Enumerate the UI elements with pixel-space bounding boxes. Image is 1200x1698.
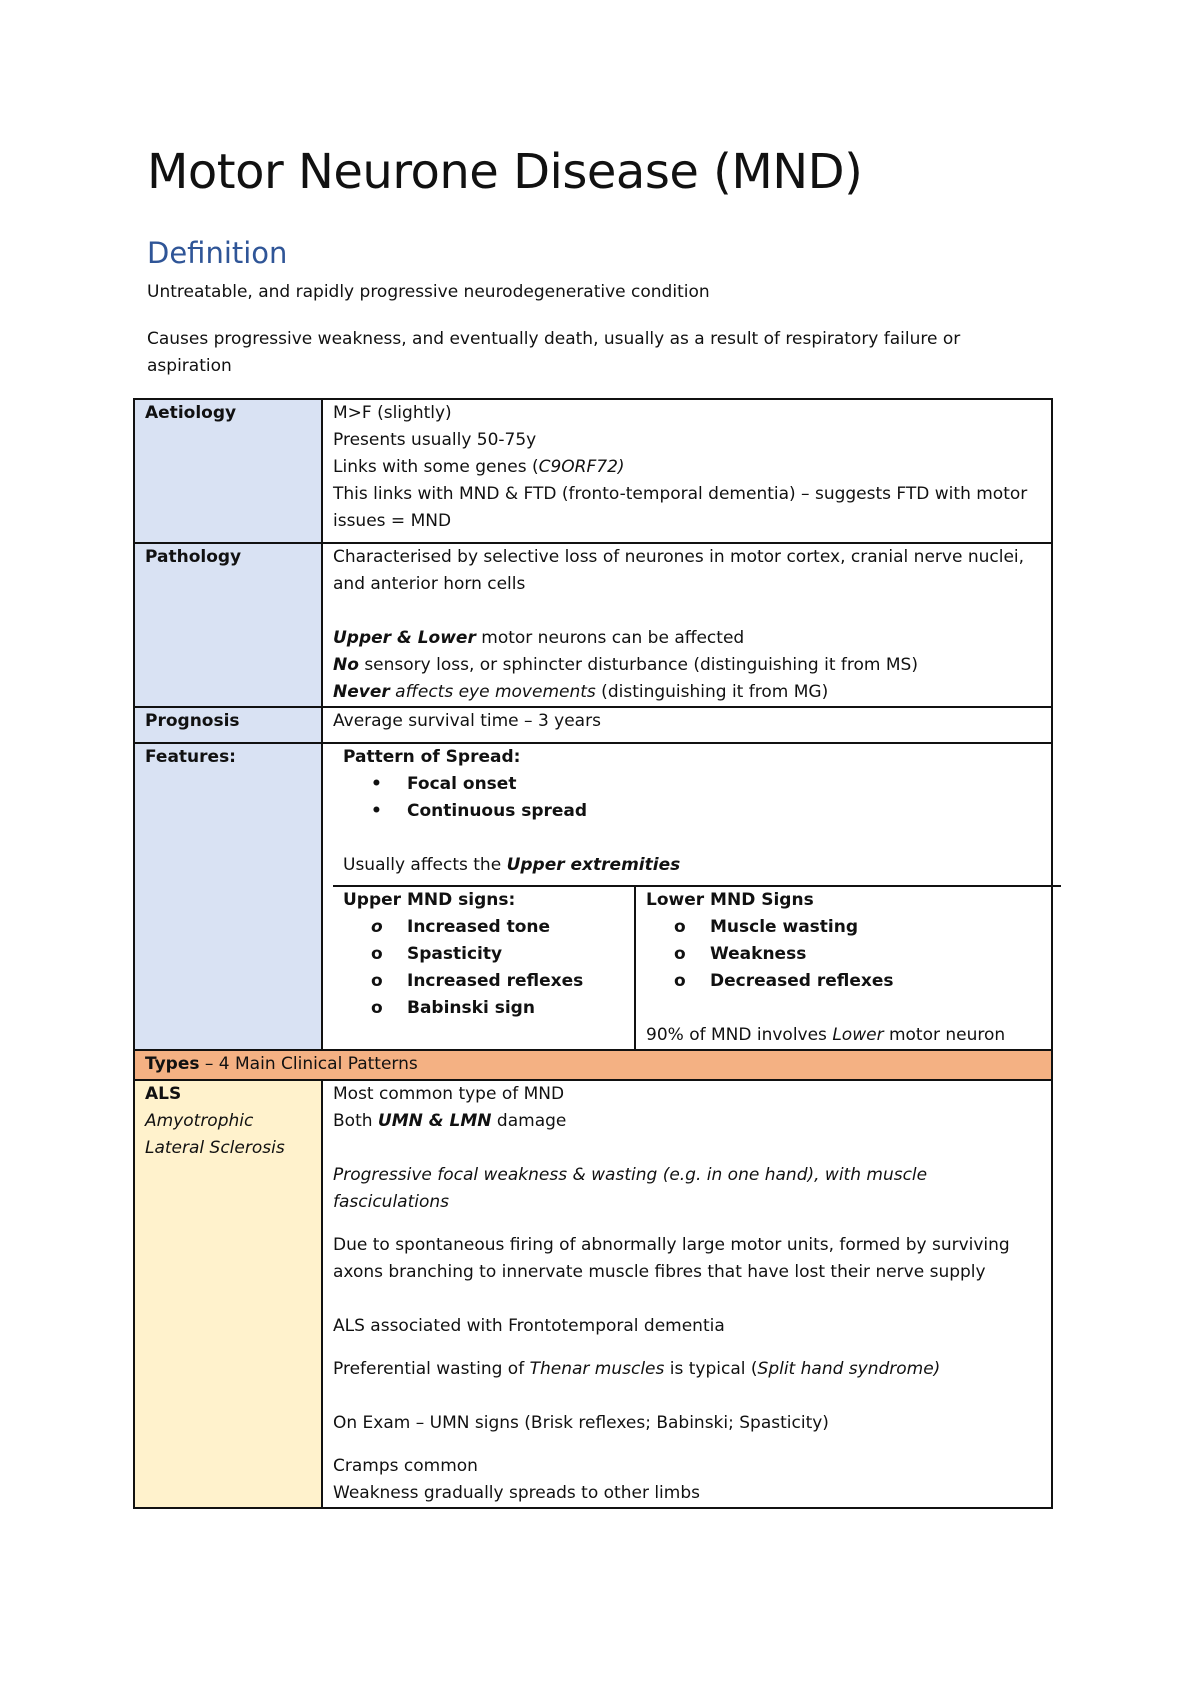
features-content: [322, 743, 1052, 1050]
pathology-line: Never affects eye movements (distinguishing it from MG): [333, 682, 829, 702]
definition-line-2: Causes progressive weakness, and eventually death, usually as a result of respiratory failure or aspiration: [147, 329, 961, 376]
spread-item: • Continuous spread: [407, 798, 1051, 825]
hollow-bullet-icon: o: [371, 998, 383, 1018]
lower-mnd-signs: [635, 886, 1061, 1049]
hollow-bullet-icon: o: [371, 971, 383, 991]
hollow-bullet-icon: o: [674, 971, 686, 991]
lower-mnd-note: 90% of MND involves Lower motor neuron: [646, 1025, 1006, 1045]
als-line: Both UMN & LMN damage: [333, 1111, 567, 1131]
spread-heading: Pattern of Spread:: [343, 747, 521, 767]
hollow-bullet-icon: o: [674, 944, 686, 964]
als-line: Cramps common: [333, 1456, 478, 1476]
gene-name: C9ORF72): [538, 457, 625, 477]
lower-sign-item: o Decreased reflexes: [710, 968, 1051, 995]
row-pathology: [134, 543, 1052, 707]
features-label: Features:: [134, 743, 322, 1050]
aetiology-content: [322, 399, 1052, 543]
als-line: ALS associated with Frontotemporal dementia: [333, 1316, 725, 1336]
lower-sign-item: o Weakness: [710, 941, 1051, 968]
als-line: On Exam – UMN signs (Brisk reflexes; Babinski; Spasticity): [333, 1413, 829, 1433]
aetiology-line: M>F (slightly): [333, 403, 452, 423]
hollow-bullet-icon: o: [674, 917, 686, 937]
spread-item: • Focal onset: [407, 771, 1051, 798]
als-subtitle: Amyotrophic: [145, 1111, 254, 1131]
usually-affects: Usually affects the Upper extremities: [343, 855, 681, 875]
row-types-header: [134, 1050, 1052, 1080]
lower-sign-item: o Muscle wasting: [710, 914, 1051, 941]
als-label: ALS: [145, 1084, 182, 1104]
upper-sign-item: o Increased tone: [407, 914, 624, 941]
als-subtitle: Lateral Sclerosis: [145, 1138, 285, 1158]
als-content: [322, 1080, 1052, 1508]
bullet-icon: •: [371, 801, 382, 821]
als-line: Most common type of MND: [333, 1084, 565, 1104]
upper-sign-item: o Babinski sign: [407, 995, 624, 1022]
pattern-of-spread: [333, 744, 1061, 886]
page-title: Motor Neurone Disease (MND): [147, 144, 863, 200]
prognosis-label: Prognosis: [134, 707, 322, 743]
als-line: Preferential wasting of Thenar muscles is typical (Split hand syndrome): [333, 1359, 941, 1379]
row-aetiology: [134, 399, 1052, 543]
hollow-bullet-icon: o: [371, 944, 383, 964]
upper-mnd-signs: [333, 886, 635, 1049]
als-label-cell: [134, 1080, 322, 1508]
pathology-line: Upper & Lower motor neurons can be affected: [333, 628, 745, 648]
bullet-icon: •: [371, 774, 382, 794]
upper-signs-heading: Upper MND signs:: [343, 890, 516, 910]
row-features: [134, 743, 1052, 1050]
als-line: Due to spontaneous firing of abnormally large motor units, formed by surviving axons branching to innervate muscle fibres that have lost their nerve supply: [333, 1235, 1010, 1282]
pathology-line: Characterised by selective loss of neurones in motor cortex, cranial nerve nuclei, and anterior horn cells: [333, 547, 1025, 594]
pathology-line: No sensory loss, or sphincter disturbance (distinguishing it from MS): [333, 655, 918, 675]
row-als: [134, 1080, 1052, 1508]
aetiology-line: Links with some genes (C9ORF72): [333, 457, 625, 477]
upper-sign-item: o Increased reflexes: [407, 968, 624, 995]
als-line: Weakness gradually spreads to other limbs: [333, 1483, 700, 1503]
upper-sign-item: o Spasticity: [407, 941, 624, 968]
als-line: Progressive focal weakness & wasting (e.g. in one hand), with muscle fasciculations: [333, 1165, 928, 1212]
aetiology-line: This links with MND & FTD (fronto-temporal dementia) – suggests FTD with motor issues = MND: [333, 484, 1028, 531]
row-prognosis: [134, 707, 1052, 743]
pathology-content: [322, 543, 1052, 707]
mnd-table: [133, 398, 1053, 1509]
prognosis-text: Average survival time – 3 years: [322, 707, 1052, 743]
aetiology-line: Presents usually 50-75y: [333, 430, 537, 450]
features-inner-table: [333, 744, 1061, 1049]
pathology-label: Pathology: [134, 543, 322, 707]
aetiology-label: Aetiology: [134, 399, 322, 543]
lower-signs-heading: Lower MND Signs: [646, 890, 814, 910]
types-header: Types – 4 Main Clinical Patterns: [134, 1050, 1052, 1080]
definition-heading: Definition: [147, 236, 288, 270]
definition-line-1: Untreatable, and rapidly progressive neurodegenerative condition: [147, 282, 710, 302]
hollow-bullet-icon: o: [371, 917, 383, 937]
